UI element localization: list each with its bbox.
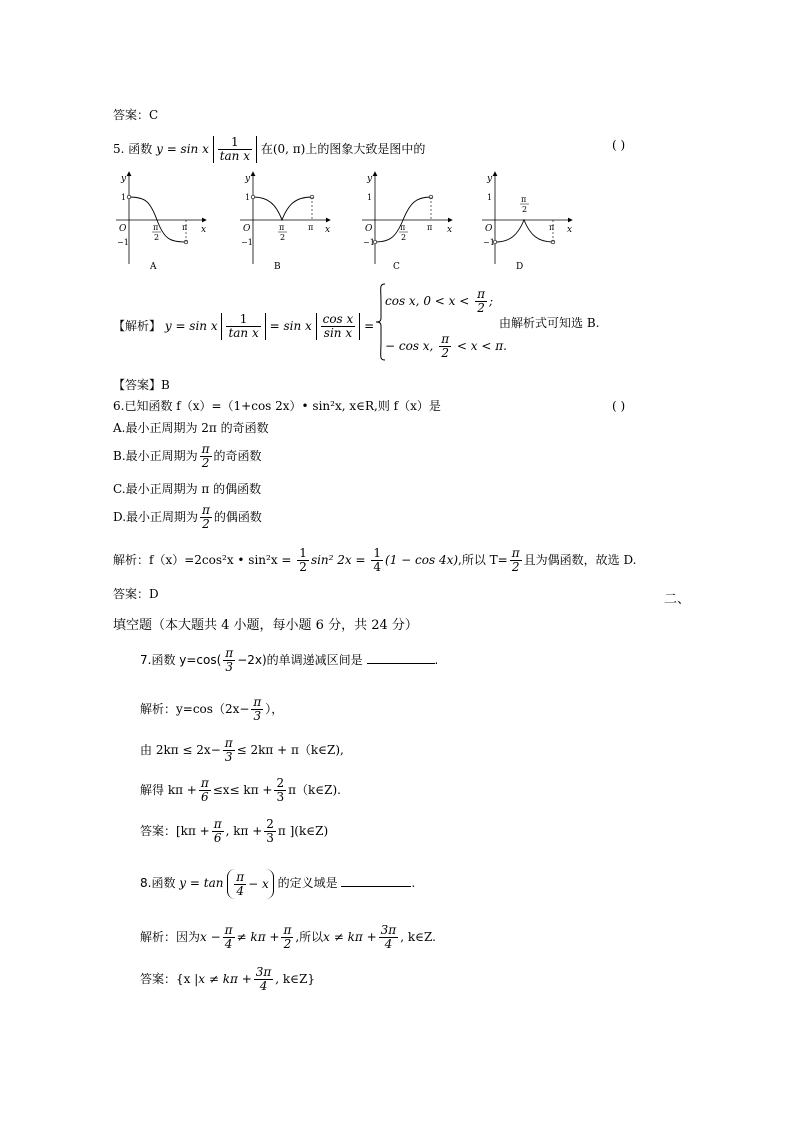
q7-analysis-post: ），: [265, 702, 284, 716]
graph-a-pi2: π: [182, 223, 188, 232]
q8-ans-four: 4: [259, 979, 268, 993]
graph-a-o: O: [119, 224, 127, 234]
q7-s2-pi: π: [200, 776, 209, 790]
graph-a-1: 1: [121, 193, 127, 202]
q6-stem: 6.已知函数 f（x）=（1+cos 2x）• sin²x, x∈R,则 f（x）是: [113, 399, 441, 413]
graph-a-label: A: [150, 262, 157, 272]
q5-case2-two: 2: [441, 346, 449, 360]
graph-b-x: x: [325, 225, 331, 235]
q7-analysis-pre: 解析：y=cos（2x−: [140, 702, 250, 716]
q7-step2-post: π（k∈Z).: [288, 783, 341, 797]
q6-analysis-pre: 解析：f（x）=2cos²x • sin²x =: [113, 553, 292, 567]
q5-analysis-label: 【解析】: [113, 319, 162, 333]
q8-answer: [140, 964, 315, 994]
q6-option-c: C.最小正周期为 π 的偶函数: [113, 482, 262, 496]
q5-analysis-y: y = sin x: [164, 319, 218, 333]
graph-c-2: 2: [401, 233, 407, 242]
q5-analysis-abs2: [316, 313, 361, 340]
q5-analysis-mid: = sin x: [269, 319, 312, 333]
q8-analysis-ne: ≠ kπ +: [236, 930, 280, 944]
q7-stem-pi: π: [225, 646, 234, 660]
q8-a-two: 2: [283, 937, 292, 951]
graph-c-m1: −1: [363, 238, 375, 247]
q6-option-d: [113, 504, 262, 531]
q8-ans-pre: 答案：{x |: [140, 972, 199, 986]
q8-a-pi2: π: [283, 923, 292, 937]
graph-a: [116, 172, 206, 272]
q5-graphs: [0, 168, 794, 278]
graph-c-1: 1: [367, 193, 373, 202]
q6-option-a: A.最小正周期为 2π 的奇函数: [113, 421, 269, 435]
q6-tail: 且为偶函数，故选 D.: [523, 553, 637, 567]
q7-ans-mid: , kπ +: [225, 824, 263, 838]
q6-d-post: 的偶函数: [213, 510, 262, 524]
q5-case1-text: cos x, 0 < x <: [385, 294, 470, 308]
q7-step1-post: ≤ 2kπ + π（k∈Z),: [236, 743, 344, 757]
q7-blank[interactable]: [367, 663, 435, 664]
graph-a-pi: π: [153, 223, 159, 232]
q5-a-frac2-den: sin x: [323, 326, 353, 340]
q7-ans-two: 2: [266, 817, 274, 831]
q6-d-pi: π: [202, 503, 210, 517]
q5-a-frac-den: tan x: [228, 326, 259, 340]
q8-stem-four: 4: [236, 883, 245, 898]
q7-ans-six: 6: [213, 831, 222, 845]
graph-d-y: y: [487, 174, 493, 184]
graph-b: [240, 172, 330, 272]
q8-analysis-pre: 解析：因为: [140, 930, 201, 944]
graph-c-label: C: [393, 262, 400, 272]
q8-stem-pi: π: [236, 869, 245, 884]
question-5-stem: [113, 136, 425, 163]
q6-t-pi: π: [511, 546, 520, 560]
graph-d-x: x: [567, 225, 573, 235]
q7-s2-two: 2: [276, 776, 285, 790]
q7-ans-post: π ](k∈Z): [277, 824, 329, 838]
q6-q-d: 4: [373, 560, 382, 574]
q8-stem-post: 的定义域是: [277, 876, 338, 890]
q5-answer-bracket: ( ): [612, 138, 626, 152]
q6-paren: (1 − cos 4x): [385, 553, 459, 567]
q7-a-three: 3: [253, 709, 262, 723]
graph-c-o: O: [365, 224, 373, 234]
graph-a-x: x: [201, 225, 207, 235]
graph-d-pi2: π: [549, 223, 555, 232]
q5-func: y = sin x: [156, 142, 209, 156]
q7-step2-pre: 解得 kπ +: [140, 783, 197, 797]
graph-a-2: 2: [154, 233, 160, 242]
q6-half-d: 2: [299, 560, 307, 574]
q5-case-2: [385, 333, 507, 360]
q7-stem: 7.函数 y=cos( $\frac{\pi}{3}$ −2x)的单调递减区间是 .: [140, 646, 439, 674]
graph-b-o: O: [243, 224, 251, 234]
q8-ans-3pi: 3π: [255, 965, 272, 979]
q5-prefix: 5. 函数: [113, 142, 153, 156]
q7-step2-mid: ≤x≤ kπ +: [212, 783, 273, 797]
graph-b-1: 1: [245, 193, 251, 202]
q8-a-pi: π: [224, 923, 233, 937]
graph-b-pi2: π: [308, 223, 314, 232]
q5-frac-num: 1: [218, 136, 252, 150]
q5-case1-pi: π: [477, 287, 485, 301]
graph-c-y: y: [367, 174, 373, 184]
q6-t-two: 2: [511, 560, 520, 574]
q8-analysis-tail: , k∈Z.: [400, 930, 436, 944]
q5-case2-pi: π: [441, 332, 450, 346]
q7-step1-pre: 由 2kπ ≤ 2x−: [140, 743, 221, 757]
q5-frac-den: tan x: [219, 149, 250, 163]
q7-ans-pre: 答案：[kπ +: [140, 824, 210, 838]
q8-analysis: [140, 922, 436, 952]
graph-b-label: B: [274, 262, 281, 272]
q5-answer: 【答案】B: [113, 378, 170, 392]
previous-answer: 答案：C: [113, 108, 159, 122]
graph-c-pi: π: [400, 223, 406, 232]
graph-c-pi2: π: [427, 223, 433, 232]
q6-b-two: 2: [201, 456, 210, 470]
q7-s2-three: 3: [276, 790, 285, 804]
graph-c: [362, 172, 452, 272]
q7-stem-three: 3: [225, 660, 234, 674]
q7-ans-three: 3: [266, 831, 274, 845]
graph-d-label: D: [516, 262, 524, 272]
graph-c-x: x: [447, 225, 453, 235]
q8-a-3pi: 3π: [380, 923, 397, 937]
q6-half-n: 1: [299, 546, 307, 560]
graph-b-pi: π: [279, 223, 285, 232]
q8-paren: [227, 869, 274, 899]
q8-stem-y: y = tan: [179, 876, 224, 890]
q7-step2: [140, 777, 341, 804]
q8-stem-x: − x: [248, 876, 269, 891]
q8-a-four: 4: [224, 937, 233, 951]
q6-analysis: [113, 547, 636, 574]
q5-case-1: cos x, 0 < x < $\frac{\pi}{2}$ ;: [385, 287, 494, 315]
graph-d: [482, 172, 572, 272]
q7-step1: [140, 737, 344, 764]
section-number: 二、: [664, 592, 691, 607]
q8-stem-pre: 8.函数: [140, 876, 176, 890]
q6-b-post: 的奇函数: [213, 449, 262, 463]
q8-stem: 8.函数 y = tan $\frac{\pi}{4}$ − x 的定义域是 .: [140, 869, 416, 898]
q5-abs-frac: [213, 136, 257, 163]
q8-analysis-x2: x ≠ kπ +: [323, 930, 377, 944]
q6-option-b: [113, 443, 262, 470]
q5-suffix: 在(0, π)上的图象大致是图中的: [260, 142, 426, 156]
q6-d-two: 2: [202, 517, 210, 531]
q6-b-pre: B.最小正周期为: [113, 449, 198, 463]
graph-a-y: y: [121, 174, 127, 184]
q8-blank[interactable]: [341, 886, 411, 887]
q8-ans-tail: , k∈Z}: [275, 972, 316, 986]
q7-stem-pre: 7.函数 y=cos(: [140, 653, 222, 667]
q5-analysis: 【解析】 y = sin x $\frac{1}{\text{tan x}}$ = sin x $\frac{\text{cos x}}{\text{sin x}}$ =: [113, 312, 375, 340]
graph-b-m1: −1: [241, 238, 253, 247]
q6-d-pre: D.最小正周期为: [113, 510, 199, 524]
q6-answer: 答案：D: [113, 587, 159, 601]
q8-a-four2: 4: [384, 937, 393, 951]
graph-d-o: O: [485, 224, 493, 234]
q5-case1-two: 2: [477, 301, 485, 315]
q5-analysis-tail: 由解析式可知选 B.: [499, 316, 600, 330]
q5-case2-text: − cos x,: [385, 339, 434, 353]
q8-ans-x: x ≠ kπ +: [198, 972, 252, 986]
q7-s1-three: 3: [224, 750, 233, 764]
q8-analysis-so: ,所以: [295, 930, 324, 944]
section-title: 填空题（本大题共 4 小题，每小题 6 分，共 24 分）: [113, 618, 418, 633]
q7-a-pi: π: [253, 695, 262, 709]
graph-a-m1: −1: [117, 238, 129, 247]
q5-analysis-abs1: [221, 313, 265, 340]
q7-s1-pi: π: [224, 736, 233, 750]
q5-a-frac2-num: cos x: [322, 312, 354, 326]
q7-answer: [140, 818, 328, 845]
graph-d-pi: π: [521, 195, 527, 204]
graph-b-y: y: [245, 174, 251, 184]
graph-d-m1: −1: [483, 238, 495, 247]
q7-stem-post: −2x)的单调递减区间是: [237, 653, 363, 667]
q6-q-n: 1: [373, 546, 382, 560]
q7-analysis: [140, 696, 283, 723]
q5-case2-tail: < x < π.: [456, 339, 507, 353]
q6-b-pi: π: [201, 442, 210, 456]
q5-a-frac-num: 1: [226, 313, 260, 327]
q6-so-t: ,所以 T=: [458, 553, 508, 567]
q7-ans-pi: π: [213, 817, 222, 831]
q6-sin2: sin² 2x =: [310, 553, 366, 567]
q6-bracket: ( ): [612, 399, 626, 413]
graph-d-2: 2: [522, 205, 528, 214]
graph-d-1: 1: [487, 193, 493, 202]
q7-s2-six: 6: [200, 790, 209, 804]
graph-b-2: 2: [280, 233, 286, 242]
q8-analysis-x: x −: [200, 930, 221, 944]
